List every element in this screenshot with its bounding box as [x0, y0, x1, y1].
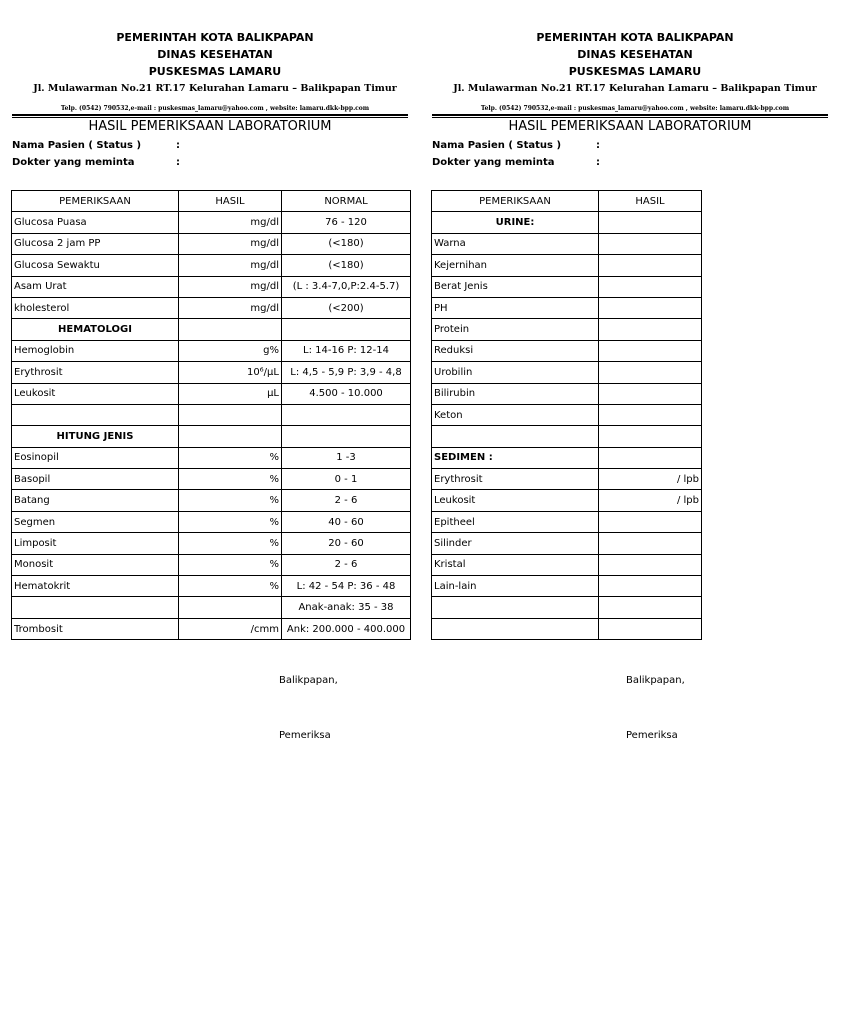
- normal-range: Ank: 200.000 - 400.000: [282, 618, 411, 639]
- result-unit: %: [179, 576, 282, 597]
- doctor-colon: :: [176, 157, 180, 168]
- table-row: [432, 319, 702, 340]
- result-unit: [599, 383, 702, 404]
- test-name: Asam Urat: [12, 276, 179, 297]
- test-name: Monosit: [12, 554, 179, 575]
- signature-place: Balikpapan,: [626, 675, 685, 686]
- normal-range: (L : 3.4-7,0,P:2.4-5.7): [282, 276, 411, 297]
- column-header: PEMERIKSAAN: [432, 191, 599, 212]
- test-name: Protein: [432, 319, 599, 340]
- result-unit: / lpb: [599, 490, 702, 511]
- test-name: [12, 597, 179, 618]
- test-name: Erythrosit: [12, 362, 179, 383]
- test-name: Trombosit: [12, 618, 179, 639]
- test-name: Bilirubin: [432, 383, 599, 404]
- table-row: [12, 618, 411, 639]
- result-unit: [599, 511, 702, 532]
- section-label: URINE:: [432, 212, 599, 233]
- table-row: [432, 597, 702, 618]
- test-name: [12, 404, 179, 425]
- test-name: PH: [432, 297, 599, 318]
- patient-name-colon: :: [596, 140, 600, 151]
- header-clinic: PUSKESMAS LAMARU: [148, 65, 282, 78]
- test-name: Berat Jenis: [432, 276, 599, 297]
- urine-test-table: [431, 190, 702, 640]
- result-unit: / lpb: [599, 469, 702, 490]
- result-unit: [599, 233, 702, 254]
- normal-range: 2 - 6: [282, 490, 411, 511]
- result-unit: mg/dl: [179, 212, 282, 233]
- section-row: [432, 447, 702, 468]
- test-name: Glucosa Sewaktu: [12, 255, 179, 276]
- normal-range: 40 - 60: [282, 511, 411, 532]
- table-header-row: [432, 191, 702, 212]
- table-row: [12, 233, 411, 254]
- result-unit: %: [179, 490, 282, 511]
- table-row: [12, 212, 411, 233]
- table-row: [432, 233, 702, 254]
- column-header: HASIL: [599, 191, 702, 212]
- test-name: Erythrosit: [432, 469, 599, 490]
- result-unit: [599, 618, 702, 639]
- table-row: [432, 469, 702, 490]
- table-row: [12, 511, 411, 532]
- section-row: [12, 319, 411, 340]
- result-unit: %: [179, 533, 282, 554]
- test-name: Hemoglobin: [12, 340, 179, 361]
- column-header: PEMERIKSAAN: [12, 191, 179, 212]
- header-department: DINAS KESEHATAN: [577, 48, 693, 61]
- normal-range: L: 4,5 - 5,9 P: 3,9 - 4,8: [282, 362, 411, 383]
- test-name: Hematokrit: [12, 576, 179, 597]
- normal-range: (<200): [282, 297, 411, 318]
- test-name: Glucosa Puasa: [12, 212, 179, 233]
- table-row: [12, 404, 411, 425]
- test-name: Kristal: [432, 554, 599, 575]
- test-name: Warna: [432, 233, 599, 254]
- table-row: [12, 554, 411, 575]
- result-unit: %: [179, 554, 282, 575]
- table-row: [12, 447, 411, 468]
- table-row: [12, 383, 411, 404]
- right-lab-form: [420, 0, 817, 1024]
- section-row: [432, 212, 702, 233]
- patient-name-label: Nama Pasien ( Status ): [432, 140, 562, 151]
- result-unit: mg/dl: [179, 297, 282, 318]
- header-contact: Telp. (0542) 790532,e-mail : puskesmas_lamaru@yahoo.com , website: lamaru.dkk-bpp.com: [60, 105, 370, 112]
- result-unit: mg/dl: [179, 255, 282, 276]
- result-unit: [599, 340, 702, 361]
- normal-range: 1 -3: [282, 447, 411, 468]
- result-unit: [179, 426, 282, 447]
- normal-range: [282, 404, 411, 425]
- header-department: DINAS KESEHATAN: [157, 48, 273, 61]
- table-row: [432, 554, 702, 575]
- result-unit: [599, 362, 702, 383]
- result-unit: [599, 426, 702, 447]
- doctor-label: Dokter yang meminta: [12, 157, 135, 168]
- table-row: [12, 490, 411, 511]
- test-name: Urobilin: [432, 362, 599, 383]
- header-address: Jl. Mulawarman No.21 RT.17 Kelurahan Lamaru – Balikpapan Timur: [453, 83, 817, 94]
- header-clinic: PUSKESMAS LAMARU: [568, 65, 702, 78]
- result-unit: [599, 212, 702, 233]
- result-unit: µL: [179, 383, 282, 404]
- table-row: [432, 533, 702, 554]
- normal-range: L: 14-16 P: 12-14: [282, 340, 411, 361]
- doctor-label: Dokter yang meminta: [432, 157, 555, 168]
- table-row: [12, 255, 411, 276]
- result-unit: [599, 576, 702, 597]
- table-row: [432, 576, 702, 597]
- test-name: Basopil: [12, 469, 179, 490]
- table-row: [12, 362, 411, 383]
- test-name: Lain-lain: [432, 576, 599, 597]
- result-unit: [599, 276, 702, 297]
- test-name: Segmen: [12, 511, 179, 532]
- normal-range: 20 - 60: [282, 533, 411, 554]
- test-name: Silinder: [432, 533, 599, 554]
- normal-range: L: 42 - 54 P: 36 - 48: [282, 576, 411, 597]
- result-unit: [179, 319, 282, 340]
- result-unit: mg/dl: [179, 276, 282, 297]
- table-row: [12, 297, 411, 318]
- test-name: Kejernihan: [432, 255, 599, 276]
- normal-range: [282, 319, 411, 340]
- table-row: [432, 404, 702, 425]
- normal-range: 0 - 1: [282, 469, 411, 490]
- table-row: [12, 340, 411, 361]
- header-address: Jl. Mulawarman No.21 RT.17 Kelurahan Lamaru – Balikpapan Timur: [33, 83, 397, 94]
- table-row: [432, 276, 702, 297]
- table-row: [12, 576, 411, 597]
- test-name: Glucosa 2 jam PP: [12, 233, 179, 254]
- table-row: [12, 597, 411, 618]
- header-divider: [432, 114, 828, 116]
- patient-name-label: Nama Pasien ( Status ): [12, 140, 142, 151]
- signature-role: Pemeriksa: [626, 730, 678, 741]
- header-contact: Telp. (0542) 790532,e-mail : puskesmas_lamaru@yahoo.com , website: lamaru.dkk-bpp.com: [480, 105, 790, 112]
- normal-range: [282, 426, 411, 447]
- table-header-row: [12, 191, 411, 212]
- column-header: HASIL: [179, 191, 282, 212]
- normal-range: 2 - 6: [282, 554, 411, 575]
- test-name: Eosinopil: [12, 447, 179, 468]
- section-label: SEDIMEN :: [432, 447, 599, 468]
- result-unit: mg/dl: [179, 233, 282, 254]
- result-unit: %: [179, 511, 282, 532]
- header-government: PEMERINTAH KOTA BALIKPAPAN: [536, 31, 734, 44]
- test-name: kholesterol: [12, 297, 179, 318]
- result-unit: [599, 255, 702, 276]
- test-name: Leukosit: [12, 383, 179, 404]
- doctor-colon: :: [596, 157, 600, 168]
- table-row: [432, 297, 702, 318]
- test-name: Keton: [432, 404, 599, 425]
- result-unit: [599, 447, 702, 468]
- section-label: HITUNG JENIS: [12, 426, 179, 447]
- header-divider: [12, 114, 408, 116]
- table-row: [432, 490, 702, 511]
- test-name: [432, 597, 599, 618]
- table-row: [12, 276, 411, 297]
- result-unit: 10⁶/µL: [179, 362, 282, 383]
- test-name: Batang: [12, 490, 179, 511]
- result-unit: [599, 404, 702, 425]
- document-title: HASIL PEMERIKSAAN LABORATORIUM: [88, 119, 332, 134]
- header-government: PEMERINTAH KOTA BALIKPAPAN: [116, 31, 314, 44]
- test-name: Limposit: [12, 533, 179, 554]
- column-header: NORMAL: [282, 191, 411, 212]
- normal-range: Anak-anak: 35 - 38: [282, 597, 411, 618]
- section-row: [12, 426, 411, 447]
- result-unit: [599, 533, 702, 554]
- result-unit: %: [179, 469, 282, 490]
- normal-range: 4.500 - 10.000: [282, 383, 411, 404]
- normal-range: 76 - 120: [282, 212, 411, 233]
- table-row: [432, 340, 702, 361]
- signature-role: Pemeriksa: [279, 730, 331, 741]
- table-row: [432, 383, 702, 404]
- result-unit: [599, 297, 702, 318]
- result-unit: /cmm: [179, 618, 282, 639]
- result-unit: [599, 319, 702, 340]
- table-row: [432, 426, 702, 447]
- result-unit: %: [179, 447, 282, 468]
- table-row: [432, 511, 702, 532]
- signature-place: Balikpapan,: [279, 675, 338, 686]
- normal-range: (<180): [282, 233, 411, 254]
- test-name: Epitheel: [432, 511, 599, 532]
- table-row: [12, 533, 411, 554]
- test-name: Leukosit: [432, 490, 599, 511]
- result-unit: g%: [179, 340, 282, 361]
- test-name: [432, 426, 599, 447]
- test-name: [432, 618, 599, 639]
- section-label: HEMATOLOGI: [12, 319, 179, 340]
- result-unit: [599, 554, 702, 575]
- patient-name-colon: :: [176, 140, 180, 151]
- normal-range: (<180): [282, 255, 411, 276]
- table-row: [12, 469, 411, 490]
- table-row: [432, 362, 702, 383]
- result-unit: [179, 404, 282, 425]
- test-name: Reduksi: [432, 340, 599, 361]
- document-title: HASIL PEMERIKSAAN LABORATORIUM: [508, 119, 752, 134]
- table-row: [432, 255, 702, 276]
- blood-test-table: [11, 190, 411, 640]
- table-row: [432, 618, 702, 639]
- result-unit: [599, 597, 702, 618]
- result-unit: [179, 597, 282, 618]
